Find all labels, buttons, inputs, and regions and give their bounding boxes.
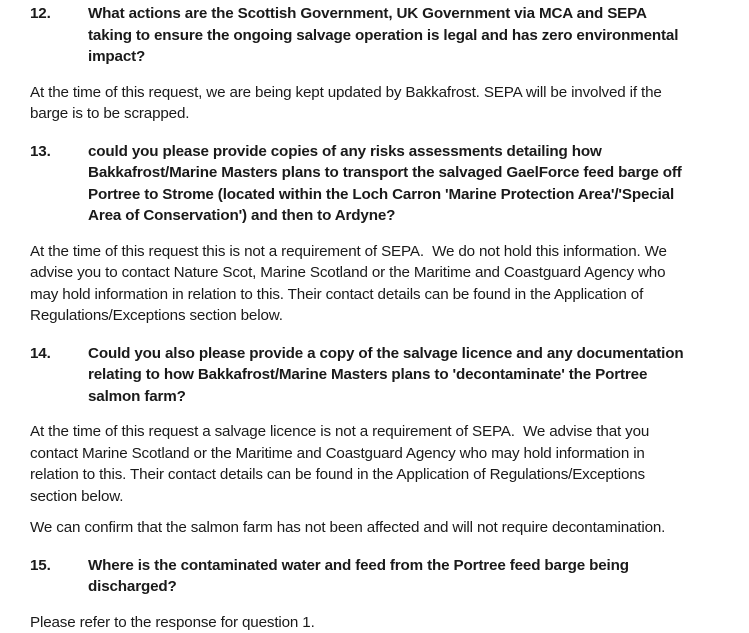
question-number-12: 12.: [30, 3, 88, 25]
qa-block-15: [30, 555, 693, 633]
qa-block-13: [30, 141, 693, 327]
spacer: [30, 407, 693, 421]
answer-14-paragraph-2: We can confirm that the salmon farm has not been affected and will not require decontamination.: [30, 517, 693, 539]
answer-13-paragraph-1: At the time of this request this is not a requirement of SEPA. We do not hold this information. We advise you to contact Nature Scot, Marine Scotland or the Maritime and Coastguard Agency who may hold information in relation to this. Their contact details can be found in the Application of Regulations/Exceptions section below.: [30, 241, 693, 327]
answer-14-paragraph-1: At the time of this request a salvage licence is not a requirement of SEPA. We advise that you contact Marine Scotland or the Maritime and Coastguard Agency who may hold information in relation to this. Their contact details can be found in the Application of Regulations/Exceptions section below.: [30, 421, 693, 507]
spacer: [30, 598, 693, 612]
question-number-15: 15.: [30, 555, 88, 577]
answer-15-paragraph-1: Please refer to the response for question 1.: [30, 612, 693, 633]
qa-block-14: [30, 343, 693, 539]
question-number-13: 13.: [30, 141, 88, 163]
question-text-15: Where is the contaminated water and feed from the Portree feed barge being discharged?: [88, 555, 693, 598]
spacer: [30, 227, 693, 241]
question-text-13: could you please provide copies of any risks assessments detailing how Bakkafrost/Marine Masters plans to transport the salvaged GaelForce feed barge off Portree to Strome (located within the Loch Carron 'Marine Protection Area'/'Special Area of Conservation') and then to Ardyne?: [88, 141, 693, 227]
spacer: [30, 507, 693, 517]
question-15: [30, 555, 693, 598]
spacer: [30, 327, 693, 343]
question-text-12: What actions are the Scottish Government, UK Government via MCA and SEPA taking to ensure the ongoing salvage operation is legal and has zero environmental impact?: [88, 3, 693, 68]
question-text-14: Could you also please provide a copy of the salvage licence and any documentation relating to how Bakkafrost/Marine Masters plans to 'decontaminate' the Portree salmon farm?: [88, 343, 693, 408]
spacer: [30, 539, 693, 555]
qa-block-12: [30, 3, 693, 125]
spacer: [30, 68, 693, 82]
question-number-14: 14.: [30, 343, 88, 365]
question-12: [30, 3, 693, 68]
question-14: [30, 343, 693, 408]
spacer: [30, 125, 693, 141]
answer-12-paragraph-1: At the time of this request, we are being kept updated by Bakkafrost. SEPA will be involved if the barge is to be scrapped.: [30, 82, 693, 125]
question-13: [30, 141, 693, 227]
